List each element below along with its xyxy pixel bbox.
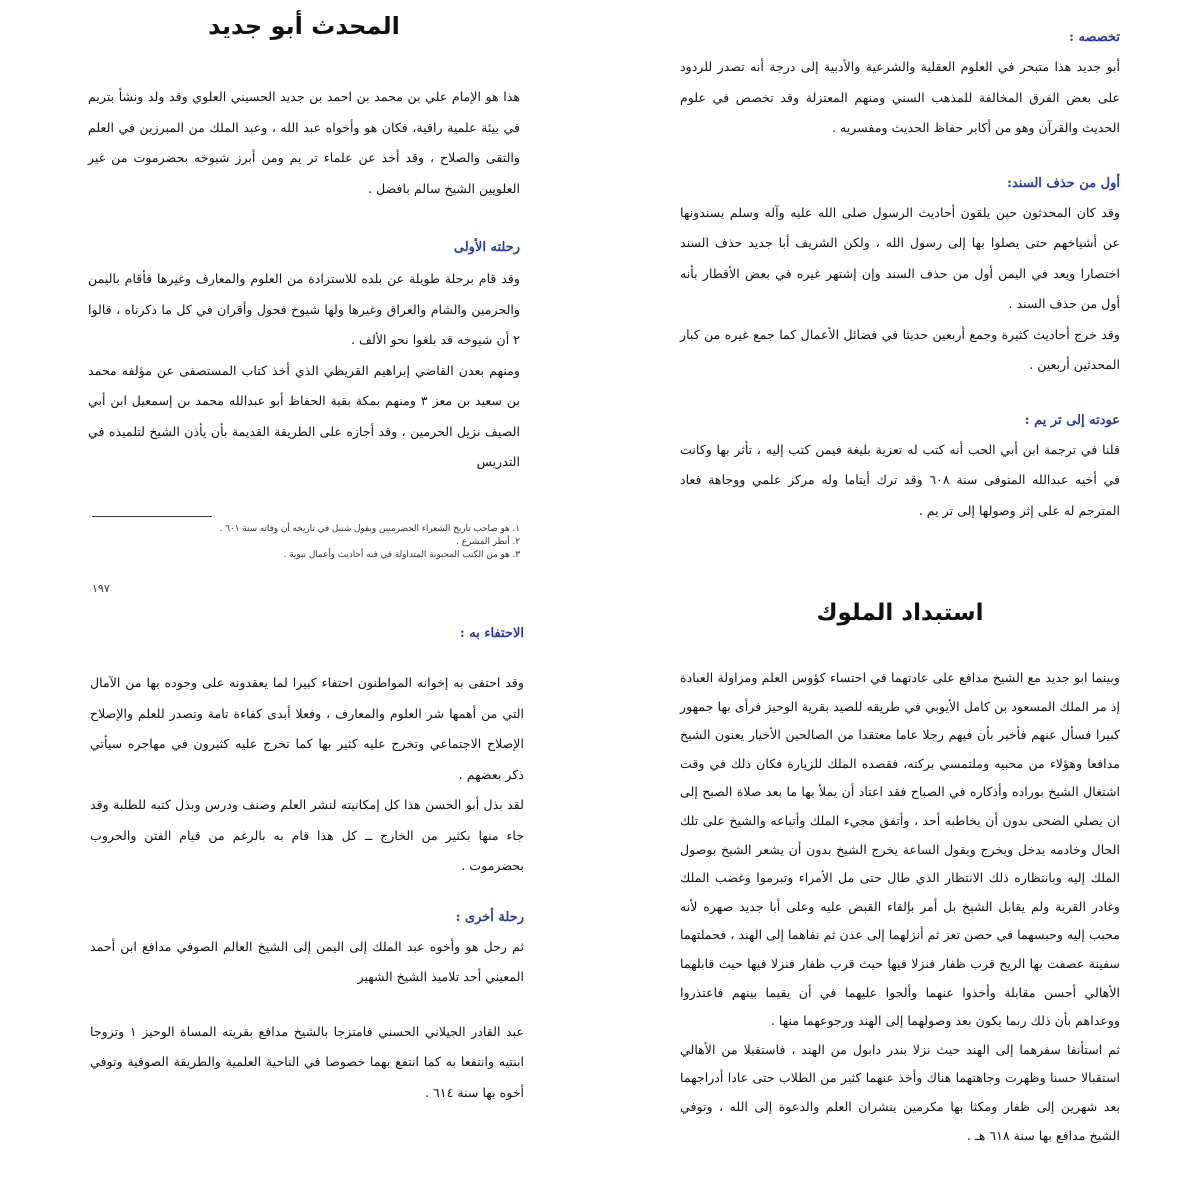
chapter-title: استبداد الملوك <box>816 600 984 626</box>
section-heading-isnad: أول من حذف السند: <box>1007 175 1120 191</box>
section-heading-specialty: تخصصه : <box>1069 30 1120 45</box>
footnote-1: ١. هو صاحب تاريخ الشعراء الحضرميين ويقول شنبل في تاريخه أن وفاته سنة ٦٠١ . <box>219 524 520 534</box>
bottom-right-page <box>680 600 1120 1150</box>
effort-paragraph: لقد بذل أبو الحسن هذا كل إمكانيته لنشر العلم وصنف ودرس وبذل كتبه للطلبة وقد جاء منها بكثير من الخارج ــ كل هذا قام به بالرغم من قيام الفتن والحروب بحضرموت . <box>90 797 524 873</box>
footnote-3: ٣. هو من الكتب المحبوبة المتداولة في فنه أحاديث وأعمال نبوية . <box>283 550 520 560</box>
return-paragraph: قلنا في ترجمة ابن أبي الحب أنه كتب له تعزية بليغة فيمن كتب إليه ، تأثر بها وكانت في أخيه عبدالله المتوفى سنة ٦٠٨ وقد ترك أيتاما وله مركز علمي ووجاهة فعاد المترجم له على إثر وصولها إلى تر يم . <box>680 441 1120 518</box>
section-heading-first-trip: رحلته الأولى <box>453 240 520 255</box>
section-heading-celebration: الاحتفاء به : <box>459 626 524 641</box>
top-left-page <box>88 10 520 478</box>
kings-paragraph-2: ثم استأنفا سفرهما إلى الهند حيث نزلا بندر دابول من الهند ، فاستقبلا من الأهالي استقبالا حسنا وظهرت وجاهتهما هناك وأخذ عنهما كثير من الطلاب حتى عادا أدراجهما بعد شهرين إلى ظفار ومكثا بها مكرمين ينشران العلم والدعوة إلى الله ، وتوفي الشيخ مدافع بها سنة ٦١٨ هـ . <box>680 1041 1120 1143</box>
section-heading-return: عودته إلى تر يم : <box>1024 412 1120 428</box>
celebration-paragraph: وقد احتفى به إخوانه المواطنون احتفاء كبيرا لما يعقدونه على وجوده بها من الآمال التي من أهمها شر العلوم والمعارف ، وفعلا أبدى كفاءة تامة وتصدر للعلم والإصلاح الإصلاح الاجتماعي وتخرج عليه كثير بها كما تخرج عليه كثيرون في مهاجره سيأتي ذكر بعضهم . <box>90 675 524 782</box>
page-number: ١٩٧ <box>92 582 110 595</box>
first-trip-paragraph: وقد قام برحلة طويلة عن بلده للاستزادة من العلوم والمعارف وغيرها فأقام باليمن والحرمين والشام والعراق وغيرها ولها شيوخ فحول وأقران في كل ما ذكرناه ، قالوا ٢ أن شيوخه قد بلغوا نحو الألف . <box>88 271 520 347</box>
teachers-paragraph: ومنهم بعدن القاضي إبراهيم القريظي الذي أخذ كتاب المستصفى عن مؤلفه محمد بن سعيد بن معز ٣ ومنهم بمكة بقية الحفاظ أبو عبدالله محمد بن إسمعيل ابن أبي الصيف نزيل الحرمين ، وقد أجازه على الطريقة القديمة بأن يأذن الشيخ لتلميذه في التدريس <box>88 362 520 469</box>
specialty-paragraph: أبو جديد هذا متبحر في العلوم العقلية والشرعية والأدبية إلى درجة أنه تصدر للردود على بعض الفرق المخالفة للمذهب السني ومنهم المعتزلة وقد تخصص في علوم الحديث والقرآن وهو من أكابر حفاظ الحديث ومفسريه . <box>680 59 1120 135</box>
bottom-left-page <box>90 624 524 1108</box>
top-right-page <box>680 28 1120 526</box>
kings-paragraph-1: وبينما ابو جديد مع الشيخ مدافع على عادتهما في احتساء كؤوس العلم ومزاولة العبادة إذ مر الملك المسعود بن كامل الأيوبي في طريقه للصيد بقرية الوحيز فرأى بها جمهور كبيرا فسأل عنهم فأخبر بأن فيهم رجلا عاما معتقدا من الصالحين الأخيار يعنون الشيخ مدافعا وهؤلاء من محبيه وملتمسي بركته، فقصده الملك للزيارة فكان ذلك في وقت اشتغال الشيخ بوراده وأذكاره في الصباح فقد اعتاد أن يملأ بها ما بعد صلاة الصبح إلى ان يصلي الضحى بدون أن يخاطبه أحد ، وأتفق مجيء الملك وأتباعه والشيخ على تلك الحال وخادمه يدخل ويخرج ويقول الساعة يخرج الشيخ بدون أن يشعر الشيخ بوصول الملك إليه وبانتظاره ذلك الانتظار الذي طال حتى مل الأمراء وتبرموا وغضب الملك وغادر القرية ولم يقابل الشيخ بل أمر بإلقاء القبض عليه وعلى أبا جديد صهره لأنه محبب إليه وحبسهما في حصن تعز ثم أنزلهما إلى عدن ثم نفاهما إلى الهند ، فحملتهما سفينة عصفت بها الريح قرب ظفار فنزلا فيها حيث قرب ظفار فنزلا فيها حيث قابلهما الأهالي أحسن مقابلة وأخذوا عنهما وألحوا عليهما في أن يقيما بينهم فاعتذروا ووعداهم بأن ذلك ربما يكون بعد وصولهما إلى الهند ورجوعهما منها . <box>680 670 1120 1029</box>
footnote-rule <box>92 516 212 517</box>
page-title: المحدث أبو جديد <box>208 12 400 40</box>
footnotes <box>92 516 520 562</box>
isnad-paragraph: وقد كان المحدثون حين يلقون أحاديث الرسول صلى الله عليه وآله وسلم يسندونها عن أشياخهم حتى يصلوا بها إلى رسول الله ، ولكن الشريف أبا جديد حذف السند اختصارا ويعد في اليمن أول من حذف السند وإن إشتهر غيره في بعض الأقطار بأنه أول من حذف السند . <box>680 204 1120 311</box>
footnote-2: ٢. أنظر المشرع . <box>456 537 520 547</box>
isnad-paragraph-2: وقد خرج أحاديث كثيرة وجمع أربعين حديثا في فضائل الأعمال كما جمع غيره من كبار المحدثين أربعين . <box>680 326 1120 372</box>
intro-paragraph: هذا هو الإمام علي بن محمد بن احمد بن جديد الحسيني العلوي وقد ولد ونشأ بتريم في بيئة علمية راقية، فكان هو وأخواه عبد الله ، وعبد الملك من المبرزين في العلم والتقى والصلاح ، وقد أخذ عن علماء تر يم ومن أبرز شيوخه بحضرموت من غير العلويين الشيخ سالم بافضل . <box>88 89 520 196</box>
section-heading-another-trip: رحلة أخرى : <box>455 909 524 925</box>
jilani-paragraph: عبد القادر الجيلاني الحسني فامتزجا بالشيخ مدافع بقريته المساة الوحيز ١ وتزوجا ابنتيه وانتفعا به كما انتفع بهما خصوصا في الناحية العلمية والطريقة الصوفية وتوفي أخوه بها سنة ٦١٤ . <box>90 1023 524 1100</box>
another-trip-paragraph: ثم رحل هو وأخوه عبد الملك إلى اليمن إلى الشيخ العالم الصوفي مدافع ابن أحمد المعيني أحد تلاميذ الشيخ الشهير <box>90 938 524 984</box>
